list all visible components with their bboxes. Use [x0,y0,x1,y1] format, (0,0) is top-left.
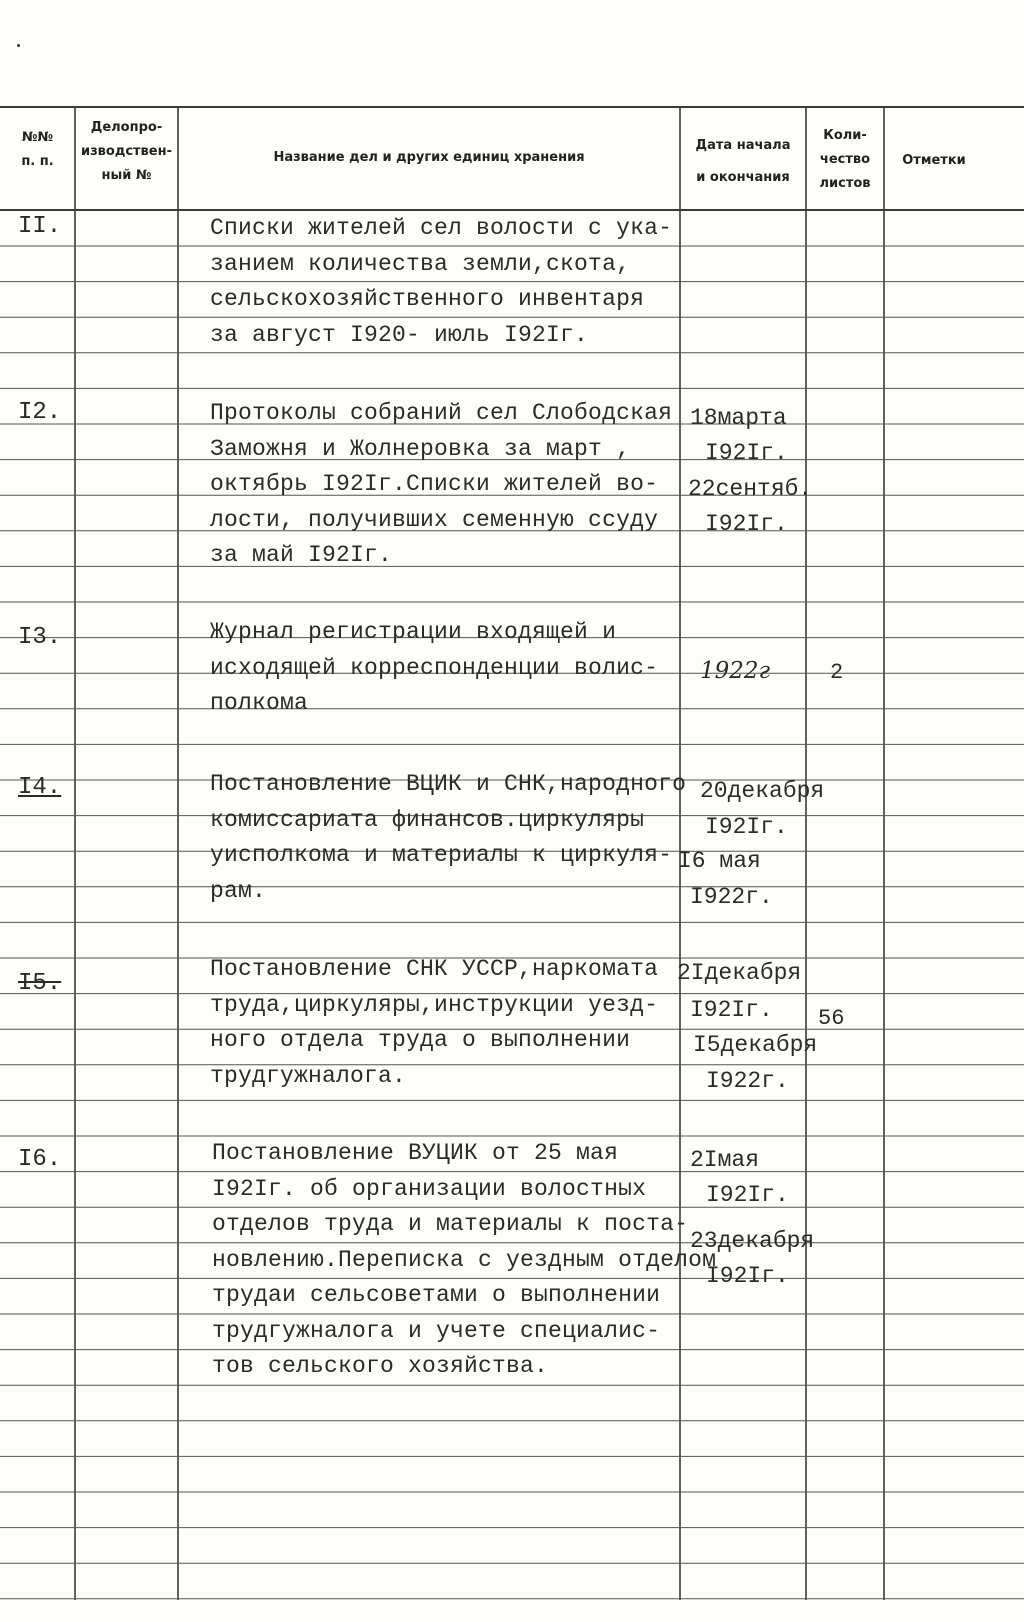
entry-end-date: 22сентяб. [688,476,813,502]
entry-start-year: I92Iг. [690,997,773,1023]
entry-start-date: 20декабря [700,778,825,804]
entry-title: Постановление ВУЦИК от 25 мая I92Iг. об организации волостных отделов труда и материалы к поста- новлению.Переписка с уездным отделом трудаи сельсоветами о выполнении трудгужналога и учете специалис- тов сельского хозяйства. [212,1140,717,1379]
entry-end-year: I92Iг. [706,1263,789,1289]
entry-start-year: I92Iг. [705,814,788,840]
entry-sheet-count: 56 [818,1006,845,1031]
entry-title: Постановление ВЦИК и СНК,народного комиссариата финансов.циркуляры уисполкома и материалы к циркуля- рам. [210,771,687,904]
entry-number: I4. [18,774,62,801]
entry-start-date: 2Iмая [690,1147,760,1173]
entry-number: I6. [18,1146,62,1173]
header-number: №№ п. п. [21,130,54,169]
entry-start-date: 2Iдекабря [677,960,802,986]
header-title: Название дел и других единиц хранения [273,150,585,165]
header-notes: Отметки [902,153,966,168]
entry-end-date: 23декабря [690,1228,815,1254]
entry-sheet-count: 2 [830,660,844,685]
entry-start-year: I92Iг. [705,440,788,466]
entry-end-date: I6 мая [678,848,761,874]
entry-start-year: I92Iг. [706,1182,789,1208]
entry-title: Протоколы собраний сел Слободская Заможня и Жолнеровка за март , октябрь I92Iг.Списки жителей во- лости, получивших семенную ссуду за май I92Iг. [210,400,673,568]
entry-title: Постановление СНК УССР,наркомата труда,циркуляры,инструкции уезд- ного отдела труда о выполнении трудгужналога. [210,956,659,1089]
header-sheets: Коли- чество листов [819,128,871,191]
entry-end-year: I922г. [706,1068,789,1094]
entry-start-date: 18марта [690,405,787,431]
entry-end-date: I5декабря [693,1032,818,1058]
entry-title: Списки жителей сел волости с ука- занием количества земли,скота, сельскохозяйственного инвентаря за август I920- июль I92Iг. [210,215,673,348]
entry-number: I2. [18,399,62,426]
stray-mark [17,44,20,47]
entry-end-year: I922г. [690,884,773,910]
entry-end-year: I92Iг. [705,511,788,537]
entry-title: Журнал регистрации входящей и исходящей корреспонденции волис- полкома [210,619,659,716]
entry-number: II. [18,213,62,240]
entry-date-handwritten: 1922г [700,658,771,684]
header-dates: Дата начала и окончания [695,138,791,185]
entry-number: I5. [18,970,62,997]
header-office-number: Делопро- изводствен- ный № [81,120,172,183]
entry-number: I3. [18,624,62,651]
